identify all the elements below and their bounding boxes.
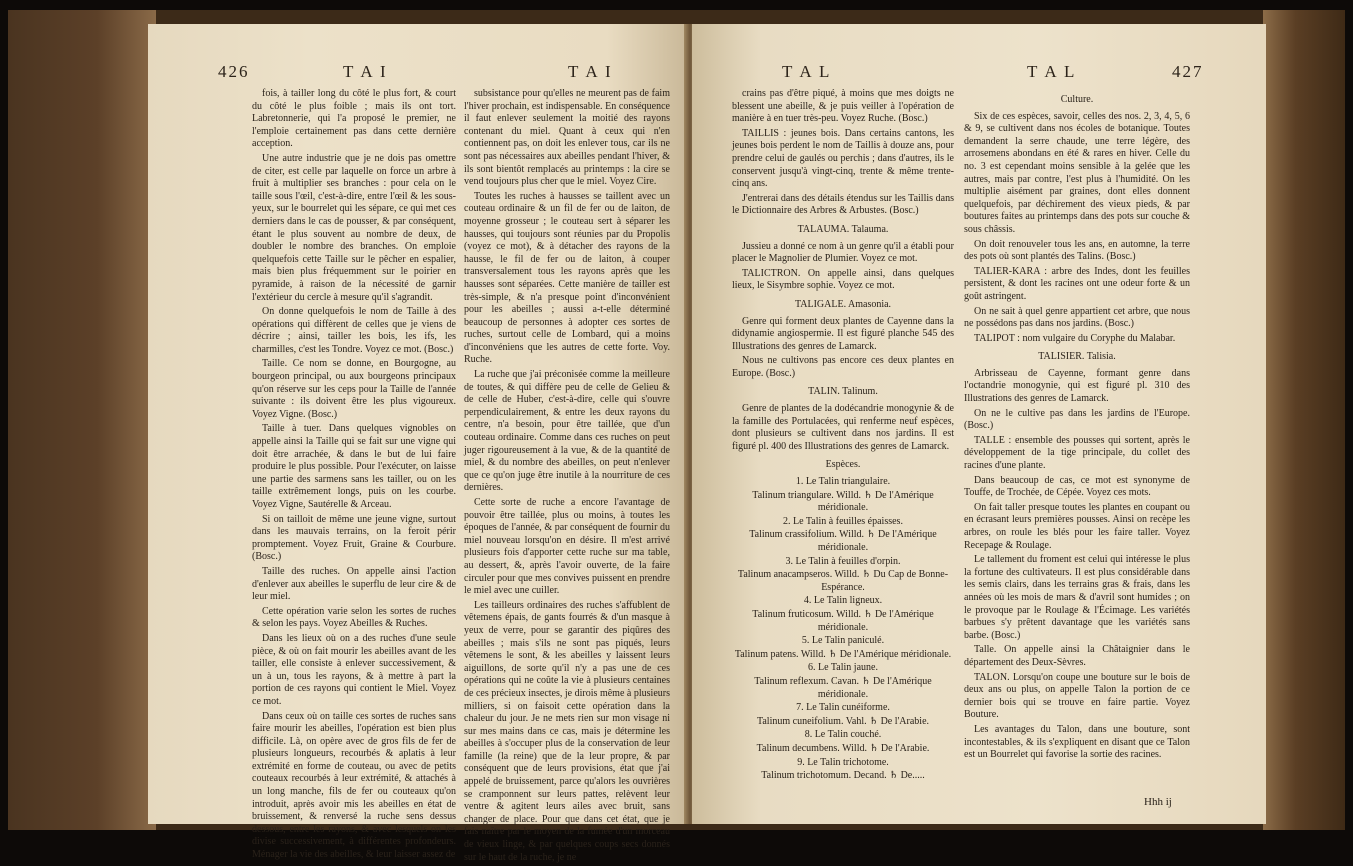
- paragraph: Les tailleurs ordinaires des ruches s'affublent de vêtemens épais, de gants fourrés & d'un masque à yeux de verre, pour se garantir des piqûres des abeilles ; mais s'ils ne sont pas piqués, leurs vêtemens le sont, & les abeilles y laissent leurs aiguillons, de sorte qu'il n'y a pas une de ces opérations qui ne coûte la vie à plusieurs centaines de ces précieux insectes, je dirois même à plusieurs milliers, si on faisoit cette opération dans la chaleur du jour. Je ne mets rien sur mon visage ni sur mes mains dans ce cas, mais je détermine les abeilles à s'occuper plus de la conservation de leur famille (la reine) que de la leur propre, & par conséquent que de leurs provisions, état que j'ai appelé de bruissement, parce qu'alors les ouvrières se cramponnent sur leurs pattes, relèvent leur ventre & agitent leurs ailes avec bruit, sans changer de place. Pour que dans cet état, que je fais naître par le moyen de la fumée d'un morceau de vieux linge, & par quelques coups secs donnés sur le haut de la ruche, je ne: [464, 599, 670, 863]
- entry-heading: TALAUMA. Talauma.: [797, 223, 889, 235]
- paragraph: On fait taller presque toutes les plantes en coupant ou en écrasant leurs premières pousses. Ainsi on recèpe les arbres, on roule les blés pour les faire taller. Voyez Recepage & Roulage.: [964, 501, 1190, 551]
- book-edge-left: [8, 10, 156, 830]
- paragraph: TALICTRON. On appelle ainsi, dans quelques lieux, le Sisymbre sophie. Voyez ce mot.: [732, 267, 954, 292]
- paragraph: Le tallement du froment est celui qui intéresse le plus la fortune des cultivateurs. Il est plus considérable dans les semis clairs, dans les terrains gras & frais, dans les années où les mois de mars & d'avril sont humides ; on le provoque par le Roulage & l'Écimage. Les variétés barbues s'y prêtent davantage que les variétés sans barbe. (Bosc.): [964, 554, 1190, 641]
- paragraph: Taille des ruches. On appelle ainsi l'action d'enlever aux abeilles le superflu de leur cire & de leur miel.: [252, 565, 456, 603]
- left-running-head-b: T A I: [568, 62, 613, 81]
- species-line: Talinum crassifolium. Willd. ♄ De l'Amérique méridionale.: [749, 529, 937, 553]
- left-page: [148, 24, 688, 863]
- paragraph: Cette sorte de ruche a encore l'avantage de pouvoir être taillée, plus ou moins, à toutes les époques de l'année, & par conséquent de fournir du miel nouveau lorsqu'on en désire. Il m'est arrivé plusieurs fois d'apporter cette ruche sur ma table, au dessert, &, après l'avoir ouverte, de la faire circuler pour que mes convives puissent en prendre le miel avec une cuiller.: [464, 497, 670, 597]
- paragraph: On ne le cultive pas dans les jardins de l'Europe. (Bosc.): [964, 407, 1190, 432]
- species-line: Talinum patens. Willd. ♄ De l'Amérique méridionale.: [734, 648, 952, 660]
- paragraph: fois, à tailler long du côté le plus fort, & court du côté le plus foible ; mais ils ont tort. Labretonnerie, qui l'a proposé le premier, ne l'emploie certainement pas dans cette dernière acception.: [252, 88, 456, 150]
- paragraph: TALON. Lorsqu'on coupe une bouture sur le bois de deux ans ou plus, on appelle Talon la portion de ce dernier bois qui se trouve en faire partie. Voyez Bouture.: [964, 671, 1190, 721]
- paragraph: Nous ne cultivons pas encore ces deux plantes en Europe. (Bosc.): [732, 355, 954, 379]
- paragraph: Toutes les ruches à hausses se taillent avec un couteau ordinaire & un fil de fer ou de laiton, de moyenne grosseur ; le couteau sert à séparer les hausses, qui toujours sont réunies par du Propolis (voyez ce mot), & à détacher des rayons de la hausse, le fil de fer ou de laiton, à couper transversalement tous les rayons après que les hausses sont séparées. Cette manière de tailler est très-simple, & n'a presque point d'inconvénient pour les abeilles ; aussi a-t-elle déterminé beaucoup de personnes à adopter ces sortes de ruches, surtout celle de Lombard, qui a moins d'inconvéniens que les autres de cette forte. Voy. Ruche.: [464, 190, 670, 366]
- species-line: 2. Le Talin à feuilles épaisses.: [783, 515, 903, 527]
- paragraph: TAILLIS : jeunes bois. Dans certains cantons, les jeunes bois perdent le nom de Taillis à douze ans, pour prendre celui de gaulés ou perchis ; dans d'autres, ils le conservent jusqu'à vingt-cinq, trente & même trente-cinq ans.: [732, 127, 954, 190]
- paragraph: On donne quelquefois le nom de Taille à des opérations qui diffèrent de celles que je viens de décrire ; ainsi, tailler les bois, les ifs, les charmilles, c'est les Tondre. Voyez ce mot. (Bosc.): [252, 306, 456, 355]
- species-line: Talinum reflexum. Cavan. ♄ De l'Amérique méridionale.: [754, 675, 932, 700]
- entry-heading: TALIN. Talinum.: [808, 386, 878, 398]
- paragraph: TALLE : ensemble des pousses qui sortent, après le développement de la tige principale, du collet des racines d'une plante.: [964, 434, 1190, 472]
- paragraph: Une autre industrie que je ne dois pas omettre de citer, est celle par laquelle on force un arbre à fruit à multiplier ses branches : pour cela on le taille sous l'œil, c'est-à-dire, entre l'œil & les sous-yeux, sur le bourrelet qui les sépare, ce qui met ces derniers dans le cas de pousser, & par conséquent, étant le plus souvent au nombre de deux, de doubler le nombre des branches. On emploie quelquefois cette Taille sur le pêcher en espalier, mais bien plus fréquemment sur le poirier en pyramide, à raison de la nécessité de garnir l'extérieur du cercle à mesure qu'il s'agrandit.: [252, 152, 456, 303]
- paragraph: Dans beaucoup de cas, ce mot est synonyme de Touffe, de Trochée, de Cépée. Voyez ces mots.: [964, 474, 1190, 499]
- species-line: Talinum decumbens. Willd. ♄ De l'Arabie.: [756, 742, 930, 754]
- paragraph: Genre qui forment deux plantes de Cayenne dans la didynamie angiospermie. Il est figuré planche 545 des Illustrations des genres de Lamarck.: [732, 315, 954, 352]
- left-page-number: 426: [218, 62, 250, 81]
- paragraph: La ruche que j'ai préconisée comme la meilleure de toutes, & qui diffère peu de celle de Gelieu & de celle de Huber, c'est-à-dire, celle qui s'ouvre perpendiculairement, & entre les deux rayons du centre, n'a besoin, pour être taillée, que d'un couteau ordinaire. Comme dans ces ruches on peut juger rigoureusement à la vue, & de la quantité de miel, & du nombre des abeilles, on peut n'enlever que ce qu'on juge être inutile à la nourriture de ces dernières.: [464, 369, 670, 494]
- species-line: 8. Le Talin couché.: [804, 729, 882, 741]
- paragraph: Les avantages du Talon, dans une bouture, sont incontestables, & ils s'expliquent en disant que ce Talon est un Bourrelet qui favorise la sortie des racines.: [964, 723, 1190, 761]
- paragraph: Genre de plantes de la dodécandrie monogynie & de la famille des Portulacées, qui renferme neuf espèces, dont plusieurs se cultivent dans nos jardins. Il est figuré pl. 400 des Illustrations des genres de Lamarck.: [732, 403, 954, 452]
- paragraph: Taille à tuer. Dans quelques vignobles on appelle ainsi la Taille qui se fait sur une vigne qui doit être arrachée, & dans le but de lui faire produire le plus possible. Pour l'exécuter, on laisse une partie des sarmens sans les tailler, ou on les taille extrêmement longs, puis on les courbe. Voyez Vigne, Sautérelle & Arceau.: [252, 423, 456, 510]
- signature-mark: Hhh ij: [1144, 796, 1172, 808]
- right-column-1: [732, 88, 954, 784]
- species-line: Talinum fruticosum. Willd. ♄ De l'Amérique méridionale.: [752, 608, 934, 633]
- right-running-head-b: T A L: [1027, 62, 1077, 81]
- left-running-head-a: T A I: [343, 62, 388, 81]
- paragraph: On doit renouveler tous les ans, en automne, la terre des pots où sont plantés des Talins. (Bosc.): [964, 238, 1190, 263]
- species-line: 4. Le Talin ligneux.: [803, 595, 883, 607]
- paragraph: subsistance pour qu'elles ne meurent pas de faim l'hiver prochain, est indispensable. En conséquence il faut enlever seulement la moitié des rayons contenant du miel. Quant à ceux qui n'en contiennent pas, on doit les enlever tous, car ils ne sont pas nécessaires aux abeilles pendant l'hiver, & ils sont bientôt remplacés au printemps : la cire se vend toujours plus cher que le miel. Voyez Cire.: [464, 88, 670, 188]
- paragraph: Si on tailloit de même une jeune vigne, surtout dans les mauvais terrains, on la feroit périr promptement. Voyez Fruit, Graine & Courbure. (Bosc.): [252, 513, 456, 563]
- species-line: Talinum anacampseros. Willd. ♄ Du Cap de Bonne-Espérance.: [737, 569, 949, 593]
- species-line: 1. Le Talin triangulaire.: [795, 476, 891, 488]
- right-page-number: 427: [1172, 62, 1204, 81]
- species-line: 9. Le Talin trichotome.: [797, 756, 889, 768]
- right-running-head-a: T A L: [782, 62, 832, 81]
- species-line: 3. Le Talin à feuilles d'orpin.: [785, 555, 901, 567]
- paragraph: Jussieu a donné ce nom à un genre qu'il a établi pour placer le Magnolier de Plumier. Voyez ce mot.: [732, 240, 954, 265]
- entry-heading: TALISIER. Talisia.: [1038, 351, 1116, 363]
- paragraph: crains pas d'être piqué, à moins que mes doigts ne blessent une abeille, & je puis veiller à l'opération de manière à en tuer très-peu. Voyez Ruche. (Bosc.): [732, 88, 954, 125]
- paragraph: Dans les lieux où on a des ruches d'une seule pièce, & où on fait mourir les abeilles avant de les tailler, elle consiste à enlever successivement, & un à un, tous les rayons, & à mettre à part la portion de ces rayons qui contient le Miel. Voyez ce mot.: [252, 632, 456, 707]
- species-line: 5. Le Talin paniculé.: [801, 635, 885, 647]
- species-line: 6. Le Talin jaune.: [808, 662, 878, 674]
- entry-heading: TALIGALE. Amasonia.: [794, 298, 892, 310]
- paragraph: On ne sait à quel genre appartient cet arbre, que nous ne possédons pas dans nos jardins. (Bosc.): [964, 305, 1190, 330]
- species-line: Talinum triangulare. Willd. ♄ De l'Amérique méridionale.: [752, 489, 934, 514]
- paragraph: TALIPOT : nom vulgaire du Coryphe du Malabar.: [974, 332, 1176, 344]
- open-book: [8, 10, 1345, 863]
- species-line: 7. Le Talin cunéiforme.: [796, 702, 890, 714]
- paragraph: Six de ces espèces, savoir, celles des nos. 2, 3, 4, 5, 6 & 9, se cultivent dans nos écoles de botanique. Toutes demandent la serre chaude, une terre légère, des arrosemens abondans en été & rares en hiver. Celle du no. 3 est cependant moins sensible à la gelée que les autres, mais par contre, l'est plus à l'humidité. On les multiplie aisément par graines, dont elles donnent quelquefois, par déchirement des vieux pieds, & par boutures faites au printemps dans des pots sur couche & sous châssis.: [964, 110, 1190, 235]
- species-line: Talinum cuneifolium. Vahl. ♄ De l'Arabie.: [756, 715, 930, 727]
- entry-heading: Espèces.: [825, 459, 861, 471]
- paragraph: Cette opération varie selon les sortes de ruches & selon les pays. Voyez Abeilles & Ruches.: [252, 605, 456, 630]
- right-column-2: [964, 88, 1190, 764]
- left-column-1: [252, 88, 456, 864]
- paragraph: Talle. On appelle ainsi la Châtaignier dans le département des Deux-Sèvres.: [964, 644, 1190, 668]
- paragraph: TALIER-KARA : arbre des Indes, dont les feuilles persistent, & dont les racines ont une odeur forte & un goût astringent.: [964, 265, 1190, 302]
- paragraph: Taille. Ce nom se donne, en Bourgogne, au bourgeon principal, ou aux bourgeons principaux qu'on réserve sur les ceps pour la Taille de l'année suivante : ils doivent être les plus vigoureux. Voyez Vigne. (Bosc.): [252, 358, 456, 420]
- species-line: Talinum trichotomum. Decand. ♄ De.....: [761, 770, 925, 782]
- left-column-2: [464, 88, 670, 866]
- entry-heading: Culture.: [1060, 94, 1094, 105]
- paragraph: Dans ceux où on taille ces sortes de ruches sans faire mourir les abeilles, l'opération est bien plus difficile. Là, on opère avec de gros fils de fer de plusieurs longueurs, recourbés & aplatis à leur extrémité en forme de couteau, ou avec de petits couteaux recourbés à leur extrémité, & attachés à un long manche, fils de fer ou couteaux qu'on introduit, après avoir mis les abeilles en état de bruissement, & renversé la ruche sens dessus dessous, entre les rayons, & avec lesquels on les divise successivement, à différentes profondeurs. Ménager la vie des abeilles, & leur laisser assez de: [252, 710, 456, 861]
- right-page: [692, 24, 1266, 824]
- book-edge-right: [1263, 10, 1345, 830]
- paragraph: J'entrerai dans des détails étendus sur les Taillis dans le Dictionnaire des Arbres & Arbustes. (Bosc.): [732, 192, 954, 217]
- paragraph: Arbrisseau de Cayenne, formant genre dans l'octandrie monogynie, qui est figuré pl. 310 des Illustrations des genres de Lamarck.: [964, 367, 1190, 405]
